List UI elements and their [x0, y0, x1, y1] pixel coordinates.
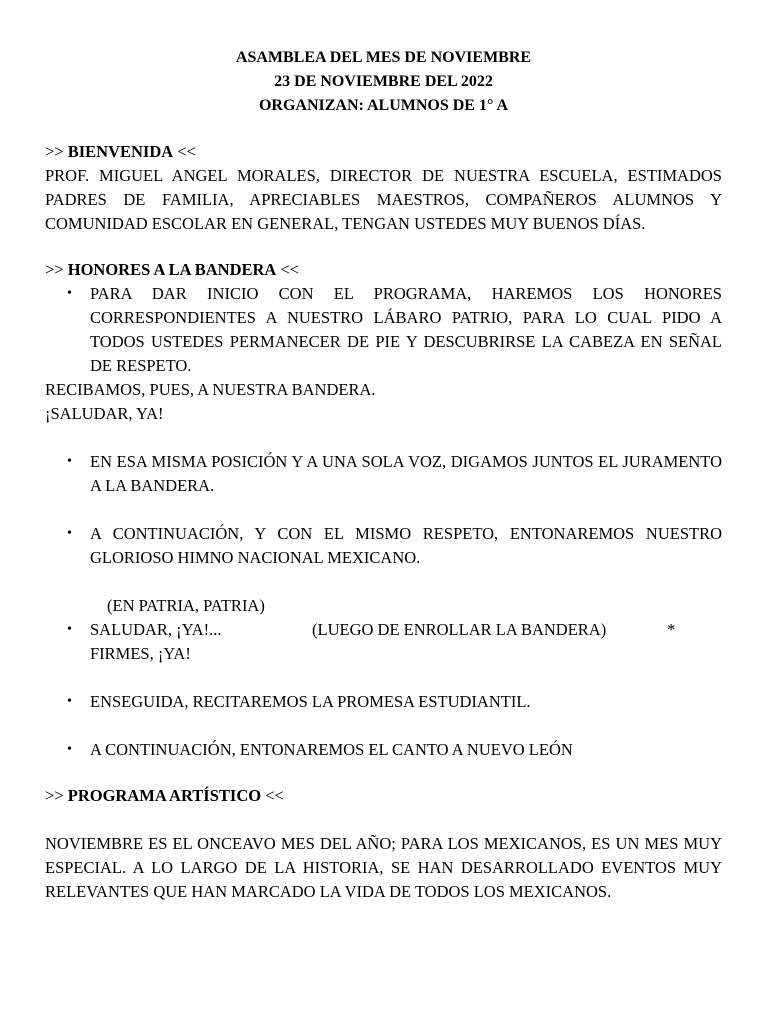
heading-suffix: <<: [276, 260, 300, 279]
honores-list-3: [45, 522, 722, 570]
enrollar-note: (LUEGO DE ENROLLAR LA BANDERA): [312, 620, 607, 639]
section-heading-honores: [45, 258, 722, 282]
spacer: [45, 426, 722, 450]
heading-title: HONORES A LA BANDERA: [67, 260, 277, 279]
spacer: [45, 714, 722, 738]
saludar-text: SALUDAR, ¡YA!...: [90, 620, 222, 639]
programa-paragraph: NOVIEMBRE ES EL ONCEAVO MES DEL AÑO; PARA LOS MEXICANOS, ES UN MES MUY ESPECIAL. A LO LARGO DE LA HISTORIA, SE HAN DESARROLLADO EVENTOS MUY RELEVANTES QUE HAN MARCADO LA VIDA DE TODOS LOS MEXICANOS.: [45, 834, 722, 901]
honores-list-6: [45, 738, 722, 762]
bullet-icon: •: [67, 526, 72, 541]
spacer: [45, 570, 722, 594]
firmes-text: FIRMES, ¡YA!: [90, 644, 191, 663]
asterisk-mark: *: [667, 620, 676, 639]
section-heading-bienvenida: [45, 140, 722, 164]
en-patria-note: (EN PATRIA, PATRIA): [107, 596, 265, 615]
document-header: [45, 46, 722, 118]
list-item-text: A CONTINUACIÓN, Y CON EL MISMO RESPETO, ENTONAREMOS NUESTRO GLORIOSO HIMNO NACIONAL MEXICANO.: [90, 524, 722, 567]
honores-list-1: [45, 282, 722, 378]
bienvenida-paragraph: PROF. MIGUEL ANGEL MORALES, DIRECTOR DE NUESTRA ESCUELA, ESTIMADOS PADRES DE FAMILIA, APRECIABLES MAESTROS, COMPAÑEROS ALUMNOS Y COMUNIDAD ESCOLAR EN GENERAL, TENGAN USTEDES MUY BUENOS DÍAS.: [45, 166, 722, 233]
list-item-text: PARA DAR INICIO CON EL PROGRAMA, HAREMOS LOS HONORES CORRESPONDIENTES A NUESTRO LÁBARO PATRIO, PARA LO CUAL PIDO A TODOS USTEDES PERMANECER DE PIE Y DESCUBRIRSE LA CABEZA EN SEÑAL DE RESPETO.: [90, 284, 722, 375]
heading-title: PROGRAMA ARTÍSTICO: [67, 786, 262, 805]
document-page: [45, 46, 722, 904]
bullet-icon: •: [67, 454, 72, 469]
header-date: 23 DE NOVIEMBRE DEL 2022: [274, 73, 493, 90]
spacer: [45, 498, 722, 522]
list-item: [45, 522, 722, 570]
heading-prefix: >>: [45, 260, 68, 279]
bullet-icon: •: [67, 742, 72, 757]
header-organizers: ORGANIZAN: ALUMNOS DE 1° A: [258, 97, 509, 114]
honores-list-4: [45, 618, 722, 666]
heading-prefix: >>: [45, 786, 68, 805]
list-item-text: ENSEGUIDA, RECITAREMOS LA PROMESA ESTUDIANTIL.: [90, 692, 531, 711]
saludar-line: ¡SALUDAR, YA!: [45, 404, 164, 423]
heading-suffix: <<: [173, 142, 196, 161]
list-item-text: A CONTINUACIÓN, ENTONAREMOS EL CANTO A NUEVO LEÓN: [90, 740, 573, 759]
spacer: [45, 666, 722, 690]
recibamos-line: RECIBAMOS, PUES, A NUESTRA BANDERA.: [45, 380, 376, 399]
bullet-icon: •: [67, 694, 72, 709]
bullet-icon: •: [67, 622, 72, 637]
header-title: ASAMBLEA DEL MES DE NOVIEMBRE: [235, 49, 532, 66]
saludar-row: [90, 618, 722, 642]
honores-list-5: [45, 690, 722, 714]
spacer: [45, 808, 722, 832]
section-heading-programa: [45, 784, 722, 808]
list-item: [45, 282, 722, 378]
list-item: [45, 690, 722, 714]
honores-list-2: [45, 450, 722, 498]
list-item: [45, 618, 722, 666]
list-item-text: EN ESA MISMA POSICIÓN Y A UNA SOLA VOZ, DIGAMOS JUNTOS EL JURAMENTO A LA BANDERA.: [90, 452, 722, 495]
heading-prefix: >>: [45, 142, 68, 161]
list-item: [45, 450, 722, 498]
list-item: [45, 738, 722, 762]
heading-suffix: <<: [261, 786, 284, 805]
heading-title: BIENVENIDA: [67, 142, 174, 161]
bullet-icon: •: [67, 286, 72, 301]
